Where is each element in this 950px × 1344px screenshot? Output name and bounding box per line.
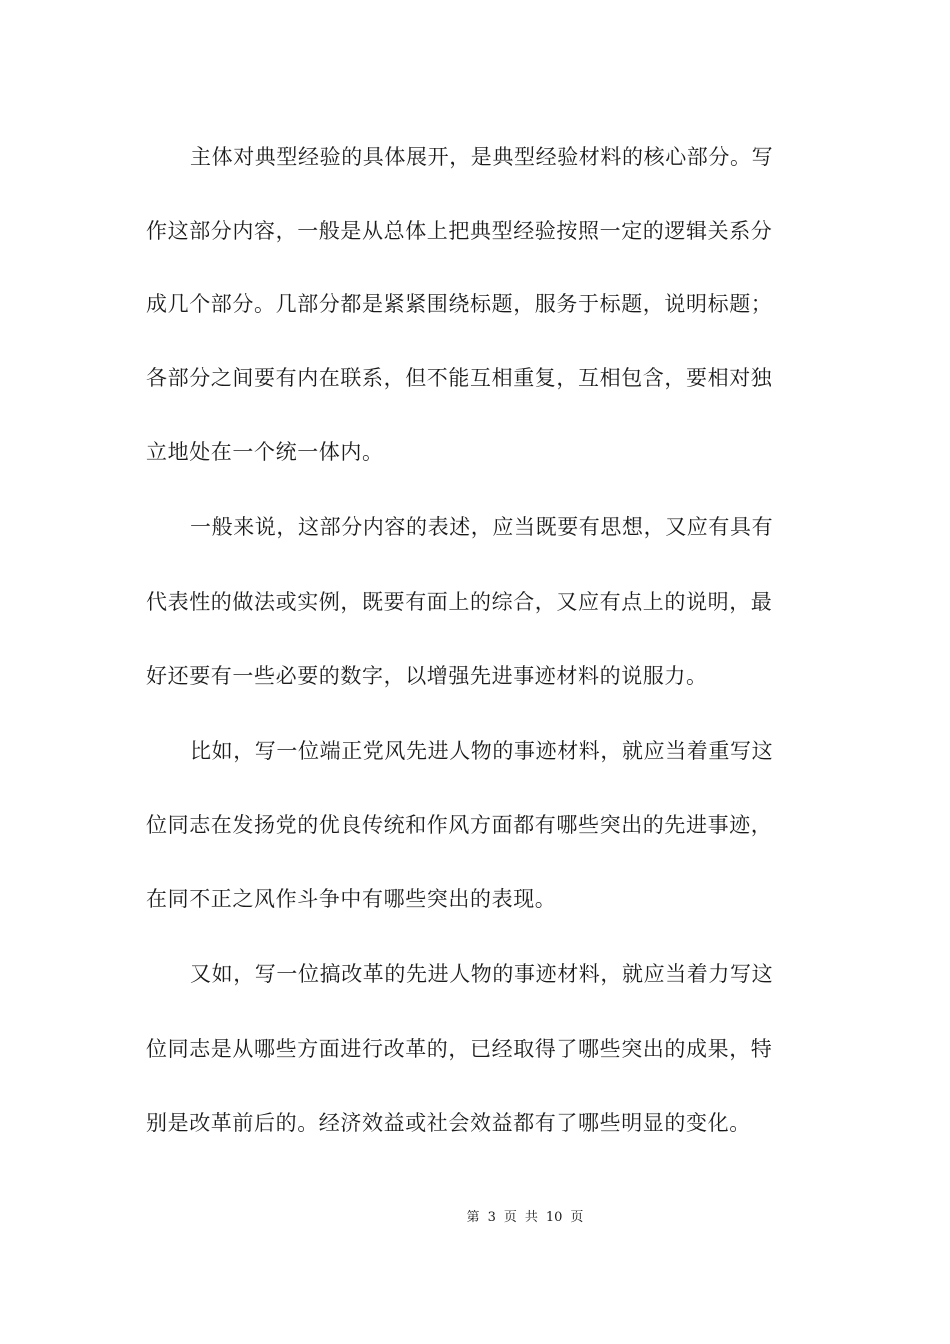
paragraph-1-line-2: 作这部分内容，一般是从总体上把典型经验按照一定的逻辑关系分 [146, 219, 773, 243]
page-number-total: 10 [545, 1210, 563, 1225]
paragraph-4-line-1: 又如，写一位搞改革的先进人物的事迹材料，就应当着力写这 [190, 962, 774, 986]
paragraph-3-line-1: 比如，写一位端正党风先进人物的事迹材料，就应当着重写这 [190, 739, 774, 763]
paragraph-2-line-2: 代表性的做法或实例，既要有面上的综合，又应有点上的说明，最 [146, 590, 773, 614]
total-label: 共 [524, 1210, 538, 1225]
paragraph-3-line-2: 位同志在发扬党的优良传统和作风方面都有哪些突出的先进事迹， [146, 813, 773, 837]
paragraph-1-line-4: 各部分之间要有内在联系，但不能互相重复，互相包含，要相对独 [146, 366, 773, 390]
paragraph-4-line-2: 位同志是从哪些方面进行改革的，已经取得了哪些突出的成果，特 [146, 1037, 773, 1061]
paragraph-1-line-3: 成几个部分。几部分都是紧紧围绕标题，服务于标题，说明标题； [146, 292, 773, 316]
paragraph-2-line-3: 好还要有一些必要的数字，以增强先进事迹材料的说服力。 [146, 664, 708, 688]
page-number-current: 3 [487, 1210, 496, 1225]
page-footer [0, 1208, 950, 1228]
total-unit: 页 [570, 1210, 584, 1225]
page-label: 第 [466, 1210, 480, 1225]
paragraph-3-line-3: 在同不正之风作斗争中有哪些突出的表现。 [146, 887, 557, 911]
page-unit: 页 [503, 1210, 517, 1225]
paragraph-4-line-3: 别是改革前后的。经济效益或社会效益都有了哪些明显的变化。 [146, 1111, 751, 1135]
paragraph-1-line-1: 主体对典型经验的具体展开，是典型经验材料的核心部分。写 [190, 145, 774, 169]
paragraph-1-line-5: 立地处在一个统一体内。 [146, 440, 384, 464]
paragraph-2-line-1: 一般来说，这部分内容的表述，应当既要有思想，又应有具有 [190, 515, 774, 539]
